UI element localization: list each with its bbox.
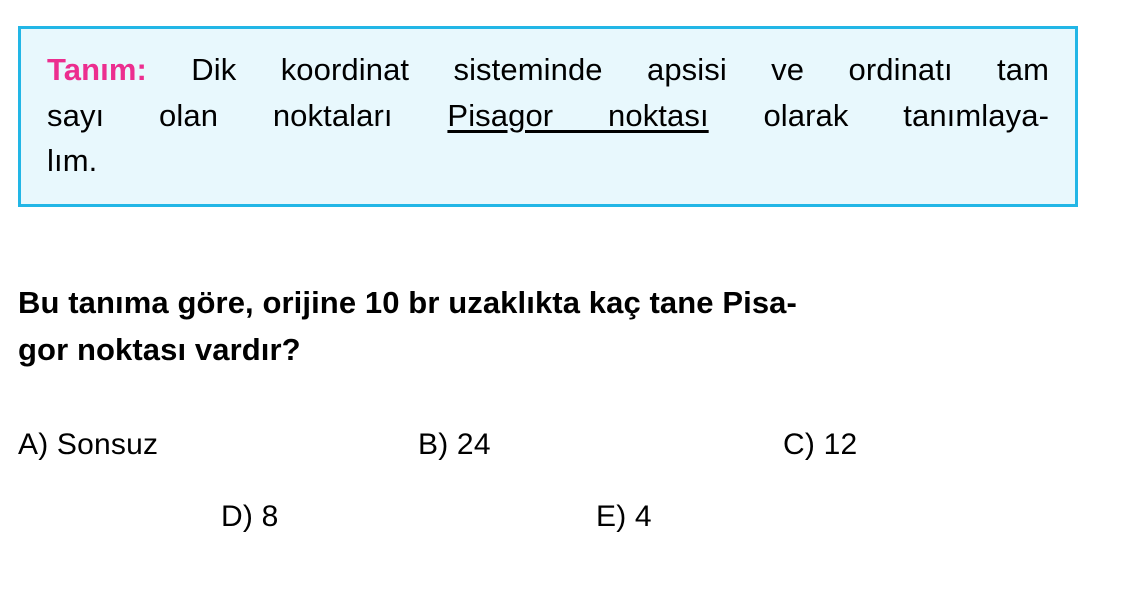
option-d[interactable]: D) 8 xyxy=(221,500,279,533)
question-stem xyxy=(18,280,1088,373)
definition-line-1-text: Dik koordinat sisteminde apsisi ve ordinatı tam xyxy=(146,52,1049,87)
question-line-1: Bu tanıma göre, orijine 10 br uzaklıkta kaç tane Pisa- xyxy=(18,285,797,320)
definition-line-3: lım. xyxy=(47,143,98,179)
option-b[interactable]: B) 24 xyxy=(418,428,491,461)
definition-line-2-before: sayı olan noktaları xyxy=(47,97,448,133)
option-e[interactable]: E) 4 xyxy=(596,500,652,533)
definition-term-label: Tanım: xyxy=(47,52,147,87)
definition-line-1 xyxy=(47,47,1049,93)
definition-line-2-after: olarak tanımlaya- xyxy=(708,97,1049,133)
option-a[interactable]: A) Sonsuz xyxy=(18,428,159,461)
option-c[interactable]: C) 12 xyxy=(783,428,858,461)
definition-line-2 xyxy=(47,93,1049,139)
question-line-2: gor noktası vardır? xyxy=(18,331,301,367)
definition-text xyxy=(47,47,1049,184)
definition-key-phrase: Pisagor noktası xyxy=(447,97,709,133)
definition-box xyxy=(18,26,1078,207)
